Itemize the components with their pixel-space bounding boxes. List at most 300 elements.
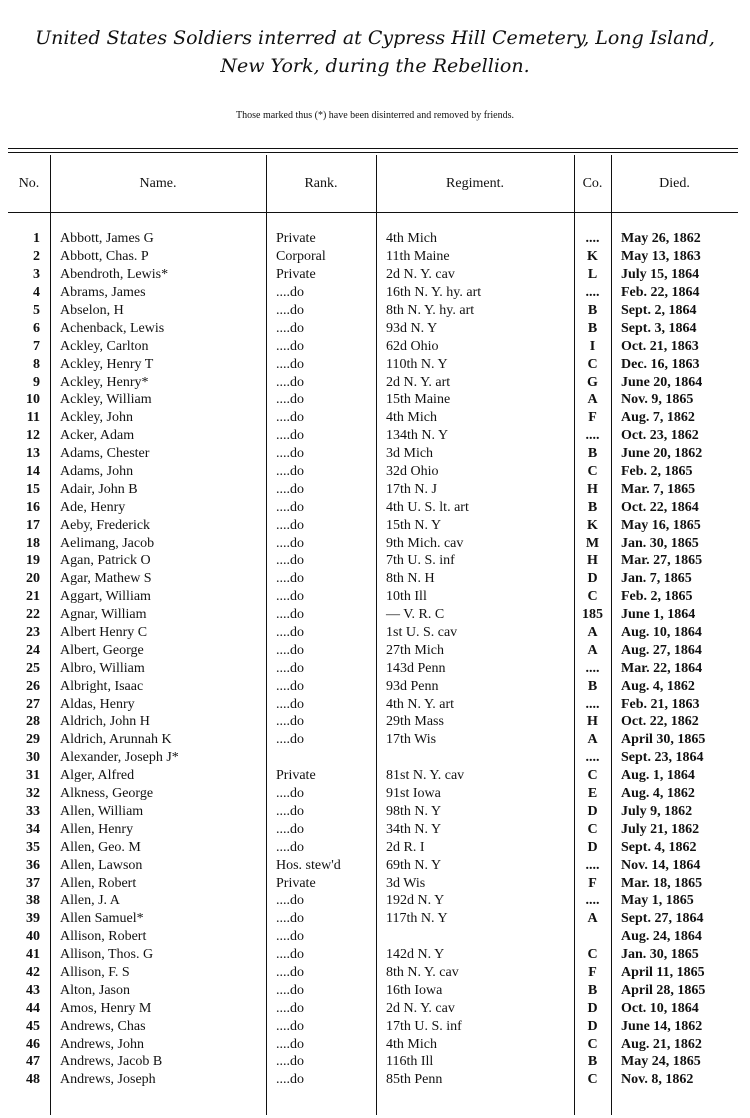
cell-rank: ....do	[276, 571, 304, 587]
cell-rank: ....do	[276, 428, 304, 444]
cell-rank: ....do	[276, 517, 304, 533]
table-row	[8, 624, 733, 642]
cell-rank: ....do	[276, 589, 304, 605]
cell-died: June 1, 1864	[621, 607, 696, 623]
cell-died: May 24, 1865	[621, 1054, 701, 1070]
table-row	[8, 373, 733, 391]
cell-no: 14	[26, 464, 40, 480]
table-row	[8, 302, 733, 320]
top-rule-2	[8, 152, 738, 153]
cell-name: Albright, Isaac	[60, 678, 144, 694]
table-row	[8, 552, 733, 570]
cell-rank: ....do	[276, 1036, 304, 1052]
header-bottom-rule	[8, 212, 738, 213]
cell-no: 7	[33, 338, 40, 354]
cell-name: Aldrich, Arunnah K	[60, 732, 172, 748]
cell-died: May 1, 1865	[621, 893, 694, 909]
cell-no: 8	[33, 356, 40, 372]
cell-died: Feb. 22, 1864	[621, 285, 700, 301]
cell-co: C	[587, 589, 598, 605]
cell-co: B	[587, 320, 598, 336]
cell-rank: ....do	[276, 982, 304, 998]
cell-died: Oct. 10, 1864	[621, 1000, 699, 1016]
table-row	[8, 731, 733, 749]
cell-name: Aldas, Henry	[60, 696, 135, 712]
table-row	[8, 516, 733, 534]
table-row	[8, 803, 733, 821]
cell-name: Alkness, George	[60, 786, 154, 802]
cell-name: Abselon, H	[60, 303, 124, 318]
cell-died: Nov. 8, 1862	[621, 1072, 694, 1088]
cell-co: ....	[585, 231, 600, 247]
cell-died: April 28, 1865	[621, 982, 706, 998]
cell-name: Adams, Chester	[60, 446, 150, 462]
table-row	[8, 641, 733, 659]
table-row	[8, 355, 733, 373]
cell-co: A	[587, 642, 598, 658]
table-row	[8, 946, 733, 964]
cell-died: June 20, 1864	[621, 374, 703, 390]
cell-regiment: 10th Ill	[386, 589, 427, 605]
cell-regiment: 2d N. Y. art	[386, 374, 451, 390]
table-row	[8, 427, 733, 445]
cell-died: Sept. 4, 1862	[621, 839, 697, 855]
cell-rank: ....do	[276, 947, 304, 963]
cell-name: Allen, Geo. M	[60, 839, 141, 855]
page-title	[0, 24, 750, 80]
cell-died: Aug. 24, 1864	[621, 929, 702, 945]
cell-no: 6	[33, 320, 40, 336]
cell-regiment: 3d Mich	[386, 446, 434, 462]
cell-no: 31	[26, 768, 40, 784]
cell-died: Aug. 4, 1862	[621, 786, 695, 802]
cell-rank: ....do	[276, 338, 304, 354]
cell-co: A	[587, 732, 598, 748]
cell-co: C	[587, 356, 598, 372]
cell-regiment: 98th N. Y	[386, 803, 442, 819]
cell-name: Allen, J. A	[60, 893, 120, 909]
cell-rank: ....do	[276, 839, 304, 855]
cell-co: C	[587, 947, 598, 963]
cell-name: Ackley, John	[60, 410, 133, 426]
cell-rank: Private	[276, 231, 316, 247]
cell-no: 30	[26, 750, 40, 766]
cell-rank: ....do	[276, 1000, 304, 1016]
cell-regiment: 2d R. I	[386, 839, 425, 855]
cell-name: Aggart, William	[60, 589, 151, 605]
cell-co: K	[587, 249, 598, 265]
cell-co	[574, 928, 611, 946]
cell-co: G	[587, 374, 598, 390]
cell-co: B	[587, 678, 598, 694]
cell-rank: Private	[276, 875, 316, 891]
cell-name: Andrews, Chas	[60, 1018, 146, 1034]
cell-co: D	[587, 803, 598, 819]
cell-rank: ....do	[276, 642, 304, 658]
cell-no: 5	[33, 303, 40, 318]
cell-name: Aeby, Frederick	[60, 517, 151, 533]
top-rule	[8, 148, 738, 149]
cell-no: 22	[26, 607, 40, 623]
col-header-died: Died.	[659, 176, 690, 191]
cell-name: Agan, Patrick O	[60, 553, 151, 569]
cell-died: Sept. 2, 1864	[621, 303, 697, 318]
cell-name: Acker, Adam	[60, 428, 135, 444]
cell-rank: ....do	[276, 660, 304, 676]
table-row	[8, 964, 733, 982]
table-row	[8, 820, 733, 838]
cell-co: C	[587, 464, 598, 480]
cell-regiment: 4th Mich	[386, 231, 437, 247]
table-row	[8, 892, 733, 910]
cell-no: 9	[33, 374, 40, 390]
table-row	[8, 856, 733, 874]
cell-no: 34	[26, 821, 40, 837]
cell-rank: ....do	[276, 303, 304, 318]
cell-no: 18	[26, 535, 40, 551]
cell-rank: ....do	[276, 481, 304, 497]
cell-regiment: 7th U. S. inf	[386, 553, 455, 569]
table-row	[8, 337, 733, 355]
cell-no: 13	[26, 446, 40, 462]
cell-died: April 30, 1865	[621, 732, 706, 748]
cell-name: Allen, William	[60, 803, 144, 819]
cell-name: Ackley, Henry*	[60, 374, 149, 390]
cell-name: Allison, Thos. G	[60, 947, 154, 963]
cell-died: June 20, 1862	[621, 446, 703, 462]
cell-rank: Private	[276, 768, 316, 784]
cell-regiment: 32d Ohio	[386, 464, 439, 480]
cell-regiment: 15th Maine	[386, 392, 451, 408]
cell-no: 26	[26, 678, 40, 694]
cell-no: 45	[26, 1018, 40, 1034]
cell-name: Adair, John B	[60, 481, 138, 497]
cell-died: Aug. 21, 1862	[621, 1036, 702, 1052]
cell-died: Nov. 9, 1865	[621, 392, 694, 408]
cell-died: Sept. 27, 1864	[621, 911, 704, 927]
table-row	[8, 1017, 733, 1035]
cell-regiment: 3d Wis	[386, 875, 426, 891]
cell-died: Mar. 22, 1864	[621, 660, 703, 676]
cell-name: Allen, Lawson	[60, 857, 143, 873]
cell-rank: ....do	[276, 1054, 304, 1070]
cell-rank: ....do	[276, 1072, 304, 1088]
cell-co: A	[587, 392, 598, 408]
cell-died: Sept. 23, 1864	[621, 750, 704, 766]
cell-no: 20	[26, 571, 40, 587]
cell-regiment: 8th N. Y. hy. art	[386, 303, 475, 318]
cell-died: Aug. 10, 1864	[621, 625, 702, 641]
table-row	[8, 463, 733, 481]
title-line-2: New York, during the Rebellion.	[220, 55, 530, 77]
title-line-1: United States Soldiers interred at Cypress Hill Cemetery, Long Island,	[35, 27, 715, 49]
cell-no: 15	[26, 481, 40, 497]
cell-name: Aelimang, Jacob	[60, 535, 155, 551]
cell-co: M	[585, 535, 600, 551]
table-row	[8, 606, 733, 624]
cell-regiment: 15th N. Y	[386, 517, 442, 533]
cell-died: Aug. 27, 1864	[621, 642, 702, 658]
cell-co: ....	[585, 857, 600, 873]
cell-regiment: 11th Maine	[386, 249, 450, 265]
cell-regiment: 27th Mich	[386, 642, 444, 658]
cell-died: Aug. 1, 1864	[621, 768, 695, 784]
cell-co: C	[587, 1072, 598, 1088]
table-row	[8, 838, 733, 856]
cell-rank: Corporal	[276, 249, 326, 265]
cell-name: Ackley, Henry T	[60, 356, 154, 372]
cell-name: Ackley, Carlton	[60, 338, 149, 354]
cell-died: April 11, 1865	[621, 964, 705, 980]
table-row	[8, 1035, 733, 1053]
cell-name: Albert, George	[60, 642, 144, 658]
cell-regiment: 4th Mich	[386, 410, 437, 426]
cell-rank: ....do	[276, 392, 304, 408]
cell-died: Mar. 7, 1865	[621, 481, 696, 497]
table-row	[8, 570, 733, 588]
cell-died: Oct. 23, 1862	[621, 428, 699, 444]
cell-co: F	[588, 410, 597, 426]
cell-died: Sept. 3, 1864	[621, 320, 697, 336]
col-header-no: No.	[18, 176, 40, 191]
cell-co: 185	[582, 607, 603, 623]
cell-rank: ....do	[276, 446, 304, 462]
cell-regiment: 34th N. Y	[386, 821, 442, 837]
table-row	[8, 445, 733, 463]
cell-name: Achenback, Lewis	[60, 320, 165, 336]
cell-died: July 21, 1862	[621, 821, 700, 837]
cell-co: C	[587, 821, 598, 837]
cell-co: E	[587, 786, 598, 802]
col-header-co: Co.	[582, 176, 603, 191]
cell-no: 19	[26, 553, 40, 569]
cell-no: 17	[26, 517, 40, 533]
cell-rank: Hos. stew'd	[276, 857, 341, 873]
cell-died: Jan. 7, 1865	[621, 571, 692, 587]
cell-co: A	[587, 911, 598, 927]
cell-regiment: 142d N. Y	[386, 947, 445, 963]
cell-regiment: 143d Penn	[386, 660, 446, 676]
cell-no: 42	[26, 964, 40, 980]
cell-died: May 26, 1862	[621, 231, 701, 247]
cell-rank: ....do	[276, 803, 304, 819]
cell-rank: ....do	[276, 553, 304, 569]
cell-rank: ....do	[276, 320, 304, 336]
cell-rank: ....do	[276, 1018, 304, 1034]
cell-rank: ....do	[276, 499, 304, 515]
cell-died: June 14, 1862	[621, 1018, 703, 1034]
cell-regiment	[376, 749, 574, 767]
cell-died: Jan. 30, 1865	[621, 947, 699, 963]
cell-co: ....	[585, 660, 600, 676]
table-row	[8, 749, 733, 767]
cell-no: 21	[26, 589, 40, 605]
cell-no: 37	[26, 875, 40, 891]
col-header-name: Name.	[139, 176, 177, 191]
cell-died: Nov. 14, 1864	[621, 857, 701, 873]
table-row	[8, 767, 733, 785]
cell-rank: ....do	[276, 714, 304, 730]
cell-regiment: 8th N. H	[386, 571, 435, 587]
cell-rank: ....do	[276, 911, 304, 927]
cell-name: Aldrich, John H	[60, 714, 150, 730]
cell-no: 41	[26, 947, 40, 963]
table-row	[8, 1071, 733, 1089]
cell-no: 32	[26, 786, 40, 802]
table-row	[8, 910, 733, 928]
cell-no: 44	[26, 1000, 40, 1016]
cell-rank	[266, 749, 376, 767]
cell-co: C	[587, 1036, 598, 1052]
cell-rank: ....do	[276, 607, 304, 623]
cell-rank: Private	[276, 267, 316, 283]
cell-regiment: 17th N. J	[386, 481, 437, 497]
cell-died: May 16, 1865	[621, 517, 701, 533]
cell-no: 28	[26, 714, 40, 730]
cell-name: Alexander, Joseph J*	[60, 750, 179, 766]
cell-regiment: 91st Iowa	[386, 786, 441, 802]
cell-no: 27	[26, 696, 40, 712]
cell-rank: ....do	[276, 535, 304, 551]
cell-no: 2	[33, 249, 40, 265]
cell-regiment: 1st U. S. cav	[386, 625, 458, 641]
cell-no: 35	[26, 839, 40, 855]
cell-name: Amos, Henry M	[60, 1000, 152, 1016]
cell-no: 46	[26, 1036, 40, 1052]
cell-regiment	[376, 928, 574, 946]
cell-rank: ....do	[276, 374, 304, 390]
cell-name: Abendroth, Lewis*	[60, 267, 169, 283]
cell-regiment: — V. R. C	[386, 607, 445, 623]
cell-co: D	[587, 839, 598, 855]
cell-rank: ....do	[276, 786, 304, 802]
cell-died: Oct. 21, 1863	[621, 338, 699, 354]
cell-died: Feb. 2, 1865	[621, 589, 693, 605]
cell-name: Allen Samuel*	[60, 911, 144, 927]
table-row	[8, 999, 733, 1017]
cell-died: Feb. 21, 1863	[621, 696, 700, 712]
cell-rank: ....do	[276, 285, 304, 301]
cell-regiment: 192d N. Y	[386, 893, 445, 909]
cell-co: D	[587, 1018, 598, 1034]
table-row	[8, 713, 733, 731]
cell-rank: ....do	[276, 821, 304, 837]
cell-rank: ....do	[276, 625, 304, 641]
cell-name: Abbott, Chas. P	[60, 249, 149, 265]
cell-rank: ....do	[276, 410, 304, 426]
cell-no: 48	[26, 1072, 40, 1088]
cell-rank: ....do	[276, 732, 304, 748]
cell-regiment: 117th N. Y	[386, 911, 448, 927]
cell-co: H	[587, 481, 598, 497]
cell-co: B	[587, 982, 598, 998]
soldiers-table	[8, 230, 733, 1089]
table-row	[8, 928, 733, 946]
cell-no: 24	[26, 642, 40, 658]
cell-name: Andrews, Jacob B	[60, 1054, 163, 1070]
cell-co: B	[587, 446, 598, 462]
table-row	[8, 409, 733, 427]
cell-died: Mar. 18, 1865	[621, 875, 703, 891]
cell-co: B	[587, 499, 598, 515]
col-header-rank: Rank.	[304, 176, 338, 191]
cell-no: 23	[26, 625, 40, 641]
cell-regiment: 9th Mich. cav	[386, 535, 464, 551]
cell-regiment: 4th U. S. lt. art	[386, 499, 469, 515]
cell-no: 16	[26, 499, 40, 515]
cell-co: F	[588, 964, 597, 980]
cell-rank: ....do	[276, 893, 304, 909]
cell-died: Oct. 22, 1862	[621, 714, 699, 730]
cell-no: 29	[26, 732, 40, 748]
cell-regiment: 2d N. Y. cav	[386, 267, 455, 283]
cell-died: Aug. 7, 1862	[621, 410, 695, 426]
cell-co: F	[588, 875, 597, 891]
cell-no: 10	[26, 392, 40, 408]
cell-died: Mar. 27, 1865	[621, 553, 703, 569]
cell-name: Alton, Jason	[60, 982, 130, 998]
cell-no: 36	[26, 857, 40, 873]
table-row	[8, 588, 733, 606]
cell-died: Feb. 2, 1865	[621, 464, 693, 480]
table-row	[8, 1053, 733, 1071]
cell-regiment: 62d Ohio	[386, 338, 439, 354]
table-row	[8, 534, 733, 552]
cell-co: D	[587, 571, 598, 587]
note-text: Those marked thus (*) have been disinterred and removed by friends.	[236, 110, 514, 121]
cell-co: C	[587, 768, 598, 784]
cell-co: ....	[585, 428, 600, 444]
table-row	[8, 874, 733, 892]
table-row	[8, 480, 733, 498]
table-row	[8, 248, 733, 266]
cell-no: 40	[26, 929, 40, 945]
cell-name: Allison, F. S	[60, 964, 130, 980]
cell-no: 33	[26, 803, 40, 819]
cell-co: ....	[585, 285, 600, 301]
cell-co: ....	[585, 750, 600, 766]
cell-died: Jan. 30, 1865	[621, 535, 699, 551]
cell-co: I	[589, 338, 596, 354]
table-row	[8, 319, 733, 337]
cell-co: A	[587, 625, 598, 641]
cell-name: Albert Henry C	[60, 625, 148, 641]
cell-no: 1	[33, 231, 40, 247]
cell-died: Dec. 16, 1863	[621, 356, 700, 372]
cell-regiment: 29th Mass	[386, 714, 444, 730]
cell-regiment: 4th N. Y. art	[386, 696, 455, 712]
cell-regiment: 85th Penn	[386, 1072, 443, 1088]
cell-co: H	[587, 714, 598, 730]
cell-no: 47	[26, 1054, 40, 1070]
cell-no: 4	[33, 285, 40, 301]
cell-name: Ackley, William	[60, 392, 152, 408]
cell-regiment: 17th Wis	[386, 732, 437, 748]
cell-co: D	[587, 1000, 598, 1016]
cell-co: H	[587, 553, 598, 569]
cell-rank: ....do	[276, 678, 304, 694]
cell-regiment: 2d N. Y. cav	[386, 1000, 455, 1016]
cell-co: B	[587, 303, 598, 318]
cell-regiment: 110th N. Y	[386, 356, 448, 372]
cell-regiment: 116th Ill	[386, 1054, 434, 1070]
cell-rank: ....do	[276, 464, 304, 480]
cell-rank: ....do	[276, 964, 304, 980]
cell-name: Andrews, Joseph	[60, 1072, 156, 1088]
cell-no: 3	[33, 267, 40, 283]
table-row	[8, 695, 733, 713]
table-row	[8, 785, 733, 803]
